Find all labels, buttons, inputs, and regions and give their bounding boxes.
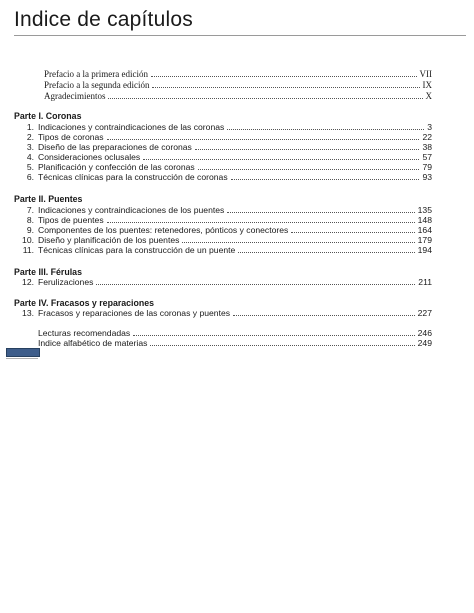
title-divider — [14, 35, 466, 36]
toc-entry-label: Diseño y planificación de los puentes — [38, 235, 180, 245]
toc-entry-label: Consideraciones oclusales — [38, 152, 141, 162]
chapter-number: 8. — [26, 215, 34, 225]
toc-entry-prefacio-1[interactable] — [44, 69, 432, 79]
toc-entry-page: 22 — [422, 132, 432, 142]
chapter-number: 13. — [22, 308, 34, 318]
toc-entry-label: Prefacio a la segunda edición — [44, 80, 150, 90]
toc-entry-label: Planificación y confección de las coronas — [38, 162, 195, 172]
toc-entry-ch3[interactable] — [14, 142, 432, 152]
stamp-underline — [6, 358, 38, 359]
chapter-number: 4. — [26, 152, 34, 162]
toc-entry-label: Indice alfabético de materias — [38, 338, 148, 348]
dot-leader — [150, 338, 414, 346]
toc-entry-ch6[interactable] — [14, 172, 432, 182]
chapter-number: 10. — [22, 235, 34, 245]
part-heading-2: Parte II. Puentes — [14, 194, 83, 204]
toc-entry-ch7[interactable] — [14, 205, 432, 215]
toc-entry-label: Prefacio a la primera edición — [44, 69, 148, 79]
toc-entry-page: 227 — [417, 308, 432, 318]
chapter-number: 6. — [26, 172, 34, 182]
toc-entry-page: 135 — [417, 205, 432, 215]
toc-entry-indice-alfabetico[interactable] — [38, 338, 432, 348]
toc-entry-page: X — [425, 91, 432, 101]
library-stamp — [6, 348, 40, 357]
toc-entry-label: Ferulizaciones — [38, 277, 94, 287]
toc-entry-page: 179 — [417, 235, 432, 245]
toc-entry-label: Tipos de coronas — [38, 132, 104, 142]
toc-entry-lecturas[interactable] — [38, 328, 432, 338]
toc-entry-label: Técnicas clínicas para la construcción de un puente — [38, 245, 236, 255]
part-heading-3: Parte III. Férulas — [14, 267, 82, 277]
dot-leader — [231, 172, 420, 180]
toc-entry-ch11[interactable] — [14, 245, 432, 255]
toc-entry-page: 93 — [422, 172, 432, 182]
toc-entry-page: 3 — [427, 122, 432, 132]
dot-leader — [227, 205, 414, 213]
toc-entry-label: Agradecimientos — [44, 91, 106, 101]
part-heading-4: Parte IV. Fracasos y reparaciones — [14, 298, 155, 308]
dot-leader — [291, 225, 414, 233]
dot-leader — [133, 328, 414, 336]
toc-entry-page: 246 — [417, 328, 432, 338]
chapter-number: 5. — [26, 162, 34, 172]
toc-entry-ch13[interactable] — [14, 308, 432, 318]
chapter-number: 9. — [26, 225, 34, 235]
chapter-number: 7. — [26, 205, 34, 215]
toc-entry-ch9[interactable] — [14, 225, 432, 235]
toc-entry-page: 57 — [422, 152, 432, 162]
toc-entry-prefacio-2[interactable] — [44, 80, 432, 90]
toc-entry-ch5[interactable] — [14, 162, 432, 172]
toc-entry-ch1[interactable] — [14, 122, 432, 132]
page-title: Indice de capítulos — [14, 8, 193, 31]
dot-leader — [107, 132, 420, 140]
toc-entry-label: Tipos de puentes — [38, 215, 104, 225]
toc-entry-page: 194 — [417, 245, 432, 255]
dot-leader — [152, 80, 419, 88]
toc-entry-page: IX — [422, 80, 432, 90]
toc-entry-label: Lecturas recomendadas — [38, 328, 131, 338]
dot-leader — [198, 162, 420, 170]
toc-entry-label: Indicaciones y contraindicaciones de las coronas — [38, 122, 225, 132]
toc-entry-page: 79 — [422, 162, 432, 172]
toc-entry-page: 164 — [417, 225, 432, 235]
dot-leader — [233, 308, 415, 316]
dot-leader — [143, 152, 419, 160]
toc-entry-ch8[interactable] — [14, 215, 432, 225]
toc-entry-ch10[interactable] — [14, 235, 432, 245]
dot-leader — [96, 277, 415, 285]
toc-entry-label: Componentes de los puentes: retenedores, pónticos y conectores — [38, 225, 289, 235]
toc-entry-ch12[interactable] — [14, 277, 432, 287]
toc-entry-page: 148 — [417, 215, 432, 225]
chapter-number: 11. — [22, 245, 34, 255]
toc-entry-agradecimientos[interactable] — [44, 91, 432, 101]
toc-entry-page: VII — [419, 69, 432, 79]
toc-entry-page: 249 — [417, 338, 432, 348]
dot-leader — [238, 245, 414, 253]
toc-entry-ch2[interactable] — [14, 132, 432, 142]
dot-leader — [151, 69, 417, 77]
toc-entry-label: Técnicas clínicas para la construcción de coronas — [38, 172, 228, 182]
dot-leader — [182, 235, 414, 243]
dot-leader — [107, 215, 415, 223]
chapter-number: 1. — [26, 122, 34, 132]
dot-leader — [227, 122, 424, 130]
toc-entry-page: 211 — [418, 277, 432, 287]
toc-entry-label: Indicaciones y contraindicaciones de los puentes — [38, 205, 225, 215]
chapter-number: 3. — [26, 142, 34, 152]
chapter-number: 12. — [22, 277, 34, 287]
toc-entry-page: 38 — [422, 142, 432, 152]
toc-entry-label: Fracasos y reparaciones de las coronas y puentes — [38, 308, 231, 318]
toc-entry-label: Diseño de las preparaciones de coronas — [38, 142, 192, 152]
dot-leader — [108, 91, 422, 99]
toc-entry-ch4[interactable] — [14, 152, 432, 162]
part-heading-1: Parte I. Coronas — [14, 111, 82, 121]
chapter-number: 2. — [26, 132, 34, 142]
dot-leader — [195, 142, 420, 150]
